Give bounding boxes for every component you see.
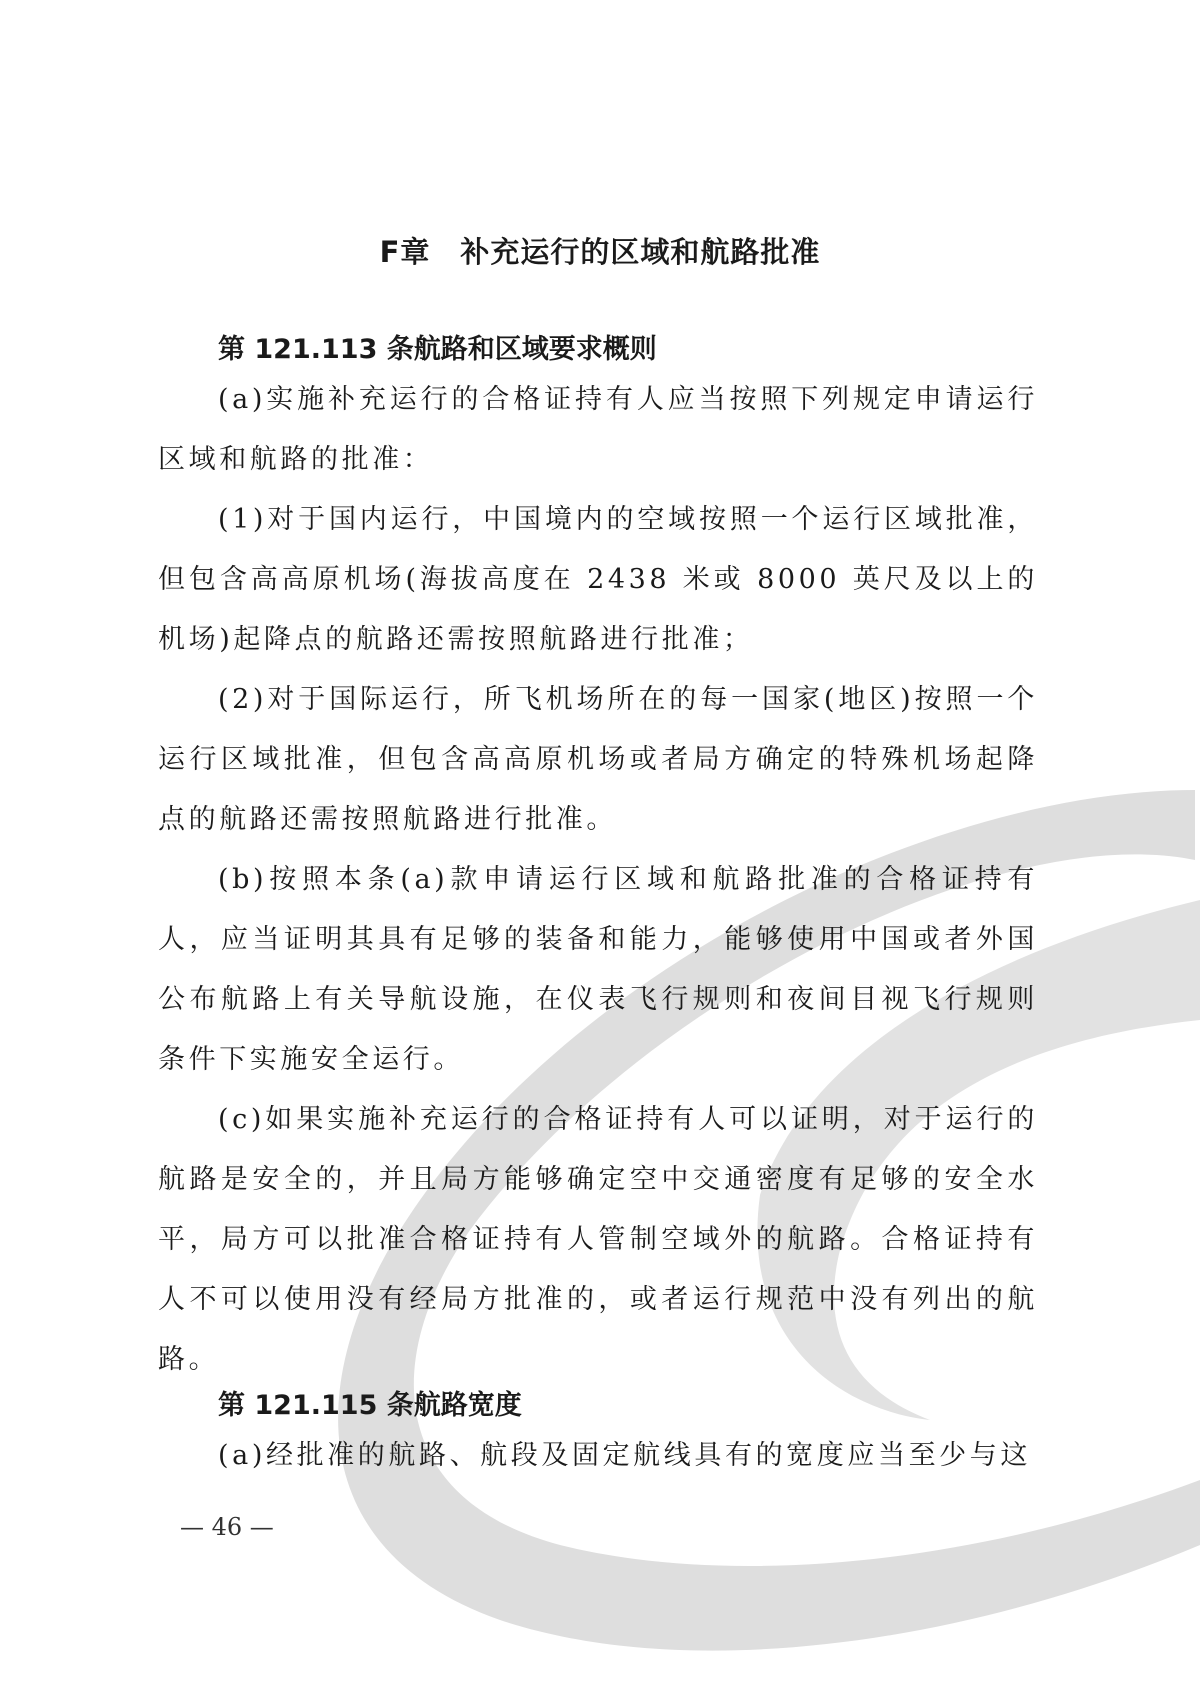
chapter-title: F章 补充运行的区域和航路批准 <box>379 235 821 269</box>
paragraph-1: (1)对于国内运行，中国境内的空域按照一个运行区域批准，但包含高高原机场(海拔高度在 2438 米或 8000 英尺及以上的机场)起降点的航路还需按照航路进行批准； <box>158 504 1038 655</box>
section-heading-121-113: 第 121.113 条航路和区域要求概则 <box>218 334 657 365</box>
paragraph-b: (b)按照本条(a)款申请运行区域和航路批准的合格证持有人，应当证明其具有足够的装备和能力，能够使用中国或者外国公布航路上有关导航设施，在仪表飞行规则和夜间目视飞行规则条件下实施安全运行。 <box>158 864 1038 1075</box>
page-number: — 46 — <box>180 1513 274 1541</box>
paragraph-a: (a)实施补充运行的合格证持有人应当按照下列规定申请运行区域和航路的批准： <box>158 384 1038 475</box>
section-heading-121-115: 第 121.115 条航路宽度 <box>218 1390 522 1421</box>
paragraph-a-route-width: (a)经批准的航路、航段及固定航线具有的宽度应当至少与这 <box>218 1440 1031 1471</box>
paragraph-2: (2)对于国际运行，所飞机场所在的每一国家(地区)按照一个运行区域批准，但包含高高原机场或者局方确定的特殊机场起降点的航路还需按照航路进行批准。 <box>158 684 1038 835</box>
paragraph-c: (c)如果实施补充运行的合格证持有人可以证明，对于运行的航路是安全的，并且局方能够确定空中交通密度有足够的安全水平，局方可以批准合格证持有人管制空域外的航路。合格证持有人不可以使用没有经局方批准的，或者运行规范中没有列出的航路。 <box>158 1104 1038 1375</box>
